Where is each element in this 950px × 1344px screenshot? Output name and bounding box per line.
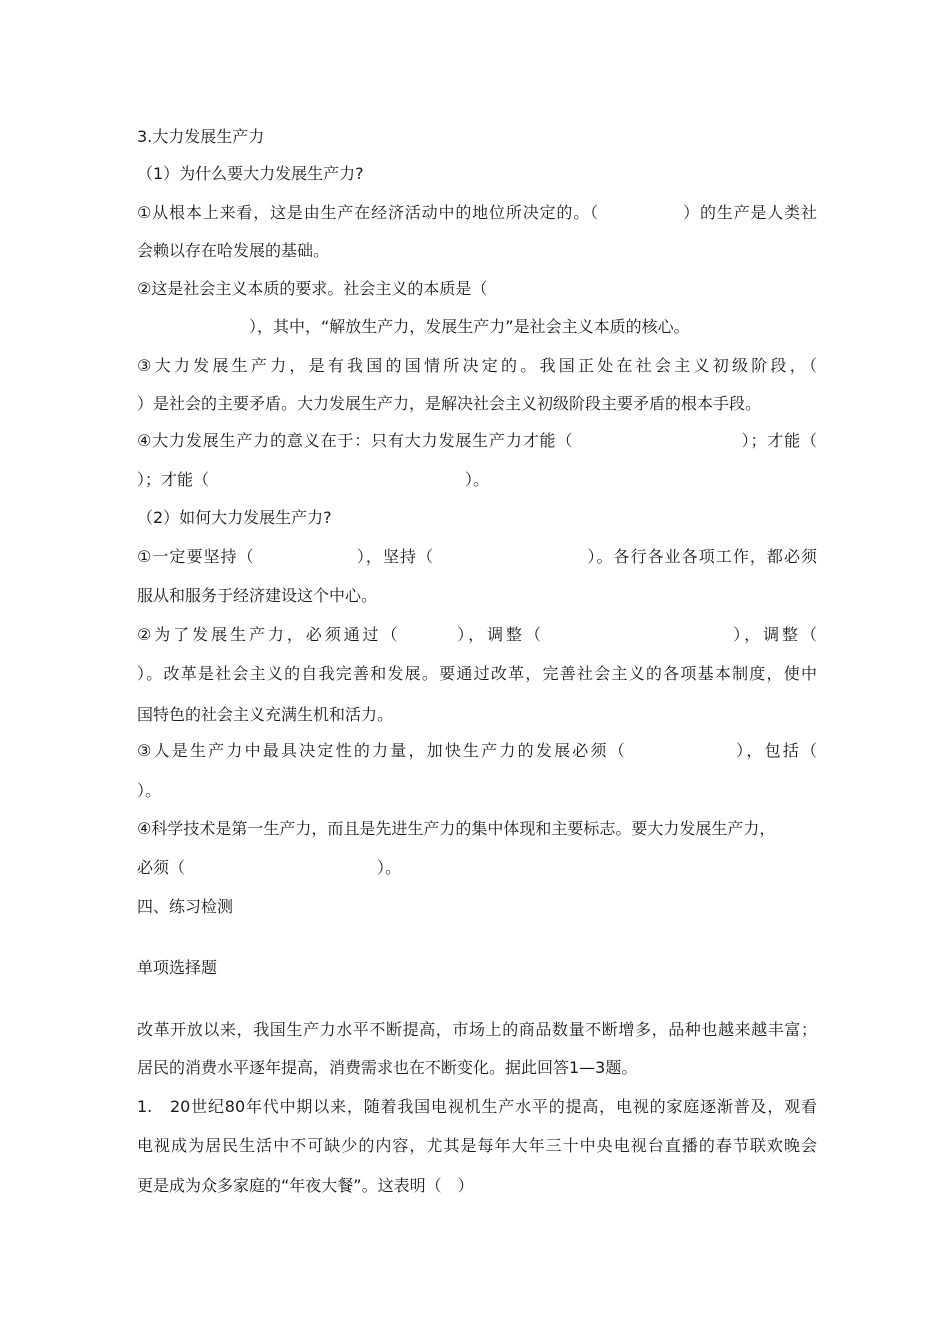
text-line: ④大力发展生产力的意义在于：只有大力发展生产力才能（ ）；才能（	[137, 431, 817, 450]
question-type-heading: 单项选择题	[137, 958, 218, 977]
text-line: ）是社会的主要矛盾。大力发展生产力，是解决社会主义初级阶段主要矛盾的根本手段。	[137, 394, 762, 413]
text-line: ①从根本上来看，这是由生产在经济活动中的地位所决定的。（ ）的生产是人类社	[137, 203, 817, 222]
text-line: ②为了发展生产力，必须通过（ ），调整（ ），调整（	[137, 625, 817, 644]
subsection-heading: （1）为什么要大力发展生产力?	[137, 164, 364, 183]
section-heading: 四、练习检测	[137, 897, 234, 916]
text-line: 会赖以存在哈发展的基础。	[137, 241, 330, 260]
text-line: 必须（ ）。	[137, 858, 402, 877]
text-line: ④科学技术是第一生产力，而且是先进生产力的集中体现和主要标志。要大力发展生产力，	[137, 819, 776, 838]
text-line: ①一定要坚持（ ），坚持（ ）。各行各业各项工作，都必须	[137, 547, 817, 566]
question-line: 1. 20世纪80年代中期以来，随着我国电视机生产水平的提高，电视的家庭逐渐普及，观看	[137, 1097, 817, 1116]
subsection-heading: （2）如何大力发展生产力?	[137, 508, 332, 527]
text-line: ③大力发展生产力，是有我国的国情所决定的。我国正处在社会主义初级阶段，（	[137, 356, 817, 375]
text-line: ）。	[137, 781, 162, 800]
text-line: ）。改革是社会主义的自我完善和发展。要通过改革，完善社会主义的各项基本制度，使中	[137, 664, 817, 683]
text-line: ）；才能（ ）。	[137, 470, 490, 489]
question-line: 更是成为众多家庭的“年夜大餐”。这表明（ ）	[137, 1176, 474, 1195]
text-line: 改革开放以来，我国生产力水平不断提高，市场上的商品数量不断增多，品种也越来越丰富；	[137, 1020, 817, 1039]
text-line: ），其中，“解放生产力，发展生产力”是社会主义本质的核心。	[137, 317, 690, 336]
text-line: 居民的消费水平逐年提高，消费需求也在不断变化。据此回答1—3题。	[137, 1058, 638, 1077]
question-line: 电视成为居民生活中不可缺少的内容，尤其是每年大年三十中央电视台直播的春节联欢晚会	[137, 1136, 817, 1155]
text-line: ②这是社会主义本质的要求。社会主义的本质是（	[137, 279, 488, 298]
text-line: ③人是生产力中最具决定性的力量，加快生产力的发展必须（ ），包括（	[137, 741, 817, 760]
text-line: 服从和服务于经济建设这个中心。	[137, 586, 378, 605]
text-line: 国特色的社会主义充满生机和活力。	[137, 705, 394, 724]
section-heading: 3.大力发展生产力	[137, 127, 265, 146]
